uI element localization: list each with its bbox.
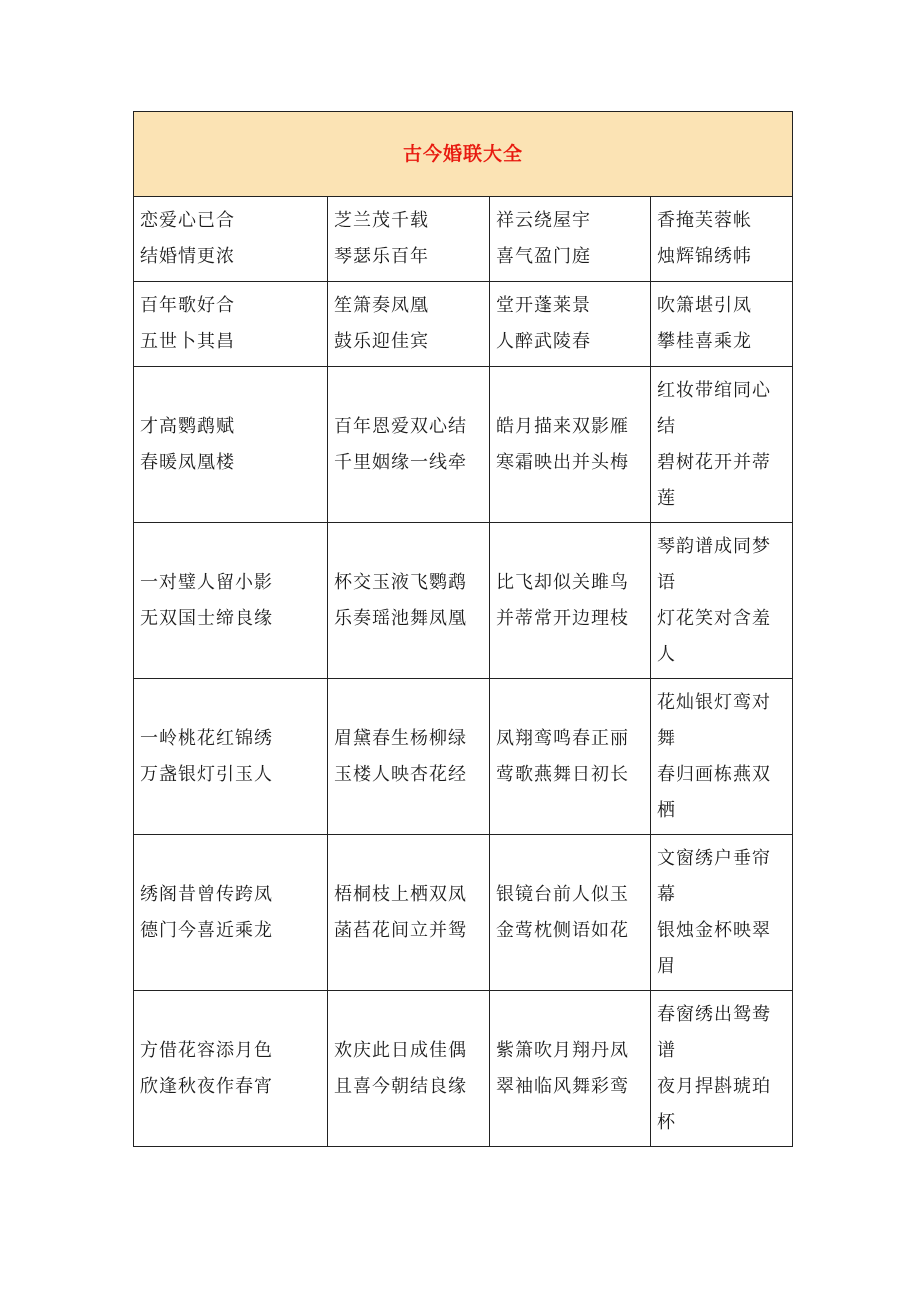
couplet-line: 结婚情更浓: [140, 246, 235, 267]
couplet-line: 文窗绣户垂帘: [657, 847, 771, 869]
couplet-line: 才高鹦鹉赋: [140, 415, 235, 437]
couplet-cell: [651, 282, 793, 367]
couplet-line: 莲: [657, 487, 676, 509]
couplet-cell: [134, 367, 328, 523]
table-row: [134, 991, 793, 1147]
couplet-line: 结: [657, 415, 676, 437]
table-row: [134, 367, 793, 523]
couplet-cell: [490, 197, 651, 282]
couplet-line: 攀桂喜乘龙: [657, 331, 752, 352]
couplet-line: 欢庆此日成佳偶: [334, 1039, 467, 1061]
couplet-line: 花灿银灯鸾对: [657, 691, 771, 713]
couplet-line: 恋爱心已合: [140, 210, 235, 231]
couplet-line: 吹箫堪引凤: [657, 295, 752, 316]
couplet-cell: [328, 991, 490, 1147]
couplet-line: 皓月描来双影雁: [496, 415, 629, 437]
couplet-line: 百年歌好合: [140, 295, 235, 316]
couplet-line: 且喜今朝结良缘: [334, 1075, 467, 1097]
couplet-line: 人: [657, 643, 676, 665]
couplet-line: 银烛金杯映翠: [657, 919, 771, 941]
couplet-cell: [490, 679, 651, 835]
table-row: [134, 197, 793, 282]
couplet-line: 琴瑟乐百年: [334, 246, 429, 267]
couplet-line: 舞: [657, 727, 676, 749]
couplet-line: 翠袖临风舞彩鸾: [496, 1075, 629, 1097]
table-row: [134, 835, 793, 991]
couplet-line: 凤翔鸾鸣春正丽: [496, 727, 629, 749]
couplet-cell: [651, 523, 793, 679]
couplet-table: [133, 111, 793, 1147]
couplet-line: 眉: [657, 955, 676, 977]
couplet-line: 无双国士缔良缘: [140, 607, 273, 629]
couplet-line: 百年恩爱双心结: [334, 415, 467, 437]
couplet-line: 碧树花开并蒂: [657, 451, 771, 473]
couplet-cell: [490, 835, 651, 991]
couplet-line: 紫箫吹月翔丹凤: [496, 1039, 629, 1061]
couplet-cell: [328, 367, 490, 523]
couplet-line: 绣阁昔曾传跨凤: [140, 883, 273, 905]
couplet-cell: [134, 197, 328, 282]
couplet-line: 烛辉锦绣帏: [657, 246, 752, 267]
table-row: [134, 282, 793, 367]
couplet-line: 并蒂常开边理枝: [496, 607, 629, 629]
couplet-line: 菡萏花间立并鸳: [334, 919, 467, 941]
couplet-line: 一岭桃花红锦绣: [140, 727, 273, 749]
couplet-cell: [328, 197, 490, 282]
couplet-line: 比飞却似关雎鸟: [496, 571, 629, 593]
couplet-line: 语: [657, 571, 676, 593]
couplet-line: 琴韵谱成同梦: [657, 535, 771, 557]
couplet-cell: [651, 367, 793, 523]
couplet-line: 一对璧人留小影: [140, 571, 273, 593]
couplet-cell: [134, 679, 328, 835]
couplet-cell: [134, 835, 328, 991]
couplet-line: 笙箫奏凤凰: [334, 295, 429, 316]
couplet-line: 春归画栋燕双: [657, 763, 771, 785]
couplet-line: 人醉武陵春: [496, 331, 591, 352]
couplet-line: 鼓乐迎佳宾: [334, 331, 429, 352]
title-cell: [134, 112, 793, 197]
couplet-line: 幕: [657, 883, 676, 905]
couplet-cell: [134, 523, 328, 679]
couplet-line: 梧桐枝上栖双凤: [334, 883, 467, 905]
couplet-line: 五世卜其昌: [140, 331, 235, 352]
couplet-line: 莺歌燕舞日初长: [496, 763, 629, 785]
table-row: [134, 523, 793, 679]
couplet-cell: [328, 835, 490, 991]
couplet-line: 春窗绣出鸳鸯: [657, 1003, 771, 1025]
couplet-cell: [134, 282, 328, 367]
page-title: 古今婚联大全: [403, 142, 524, 165]
couplet-line: 喜气盈门庭: [496, 246, 591, 267]
couplet-cell: [328, 679, 490, 835]
couplet-line: 银镜台前人似玉: [496, 883, 629, 905]
couplet-line: 玉楼人映杏花经: [334, 763, 467, 785]
couplet-line: 眉黛春生杨柳绿: [334, 727, 467, 749]
couplet-line: 夜月捍斟琥珀: [657, 1075, 771, 1097]
couplet-line: 寒霜映出并头梅: [496, 451, 629, 473]
couplet-line: 灯花笑对含羞: [657, 607, 771, 629]
couplet-line: 春暖凤凰楼: [140, 451, 235, 473]
couplet-line: 乐奏瑶池舞凤凰: [334, 607, 467, 629]
couplet-cell: [490, 523, 651, 679]
couplet-cell: [651, 679, 793, 835]
couplet-line: 芝兰茂千载: [334, 210, 429, 231]
couplet-line: 千里姻缘一线牵: [334, 451, 467, 473]
couplet-cell: [651, 835, 793, 991]
table-body: [134, 112, 793, 1147]
couplet-cell: [490, 282, 651, 367]
couplet-cell: [328, 282, 490, 367]
couplet-cell: [651, 991, 793, 1147]
couplet-line: 万盏银灯引玉人: [140, 763, 273, 785]
couplet-line: 祥云绕屋宇: [496, 210, 591, 231]
couplet-line: 杯交玉液飞鹦鹉: [334, 571, 467, 593]
couplet-cell: [651, 197, 793, 282]
couplet-line: 欣逢秋夜作春宵: [140, 1075, 273, 1097]
couplet-line: 杯: [657, 1111, 676, 1133]
couplet-cell: [490, 367, 651, 523]
couplet-cell: [328, 523, 490, 679]
couplet-line: 谱: [657, 1039, 676, 1061]
couplet-line: 香掩芙蓉帐: [657, 210, 752, 231]
couplet-cell: [134, 991, 328, 1147]
couplet-line: 堂开蓬莱景: [496, 295, 591, 316]
title-row: [134, 112, 793, 197]
couplet-line: 栖: [657, 799, 676, 821]
table-row: [134, 679, 793, 835]
couplet-cell: [490, 991, 651, 1147]
couplet-line: 红妆带绾同心: [657, 379, 771, 401]
couplet-line: 金莺枕侧语如花: [496, 919, 629, 941]
couplet-line: 方借花容添月色: [140, 1039, 273, 1061]
couplet-line: 德门今喜近乘龙: [140, 919, 273, 941]
